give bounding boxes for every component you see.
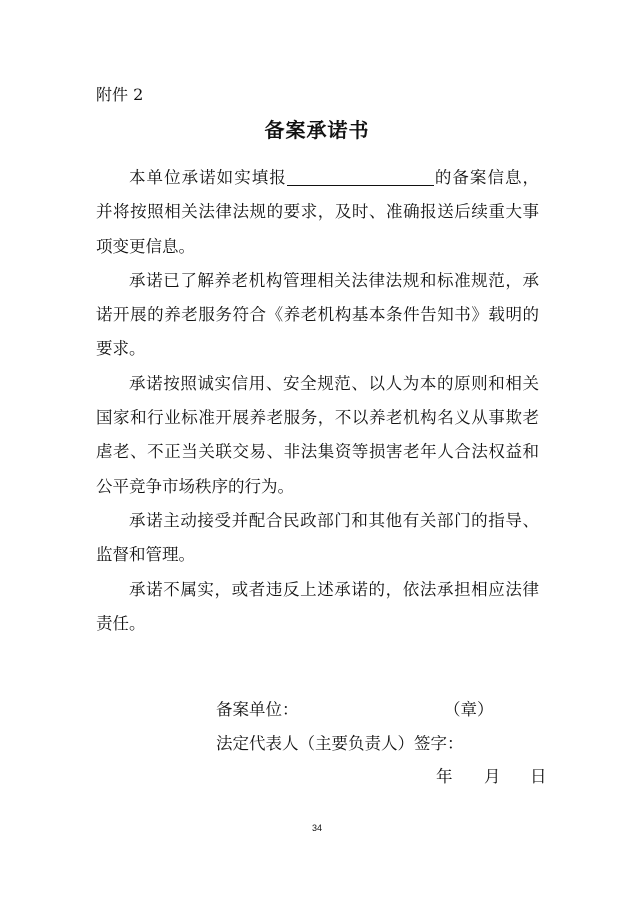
paragraph-1: [96, 161, 539, 264]
date-year-label: 年: [436, 767, 453, 786]
paragraph-1-start: 本单位承诺如实填报: [129, 168, 287, 187]
filing-unit-label: 备案单位：: [216, 700, 299, 719]
date-line: [436, 765, 547, 789]
commitment-body: [96, 161, 539, 641]
paragraph-2: 承诺已了解养老机构管理相关法律法规和标准规范，承诺开展的养老服务符合《养老机构基本条件告知书》载明的要求。: [96, 270, 539, 359]
paragraph-5: 承诺不属实，或者违反上述承诺的，依法承担相应法律责任。: [96, 579, 539, 633]
seal-label: （章）: [444, 700, 494, 719]
document-title: 备案承诺书: [264, 118, 370, 142]
page-number: 34: [311, 823, 322, 833]
representative-signature-label: 法定代表人（主要负责人）签字：: [216, 734, 464, 753]
paragraph-1-end: 的备案信息，并将按照相关法律法规的要求，及时、准确报送后续重大事项变更信息。: [96, 168, 540, 256]
paragraph-4: 承诺主动接受并配合民政部门和其他有关部门的指导、监督和管理。: [96, 510, 539, 565]
attachment-label: 附件 2: [96, 85, 144, 104]
paragraph-3: 承诺按照诚实信用、安全规范、以人为本的原则和相关国家和行业标准开展养老服务，不以养老机构名义从事欺老虐老、不正当关联交易、非法集资等损害老年人合法权益和公平竞争市场秩序的行为。: [96, 373, 539, 496]
date-month-label: 月: [484, 767, 501, 786]
date-day-label: 日: [530, 767, 547, 786]
fill-in-blank: [287, 165, 434, 186]
